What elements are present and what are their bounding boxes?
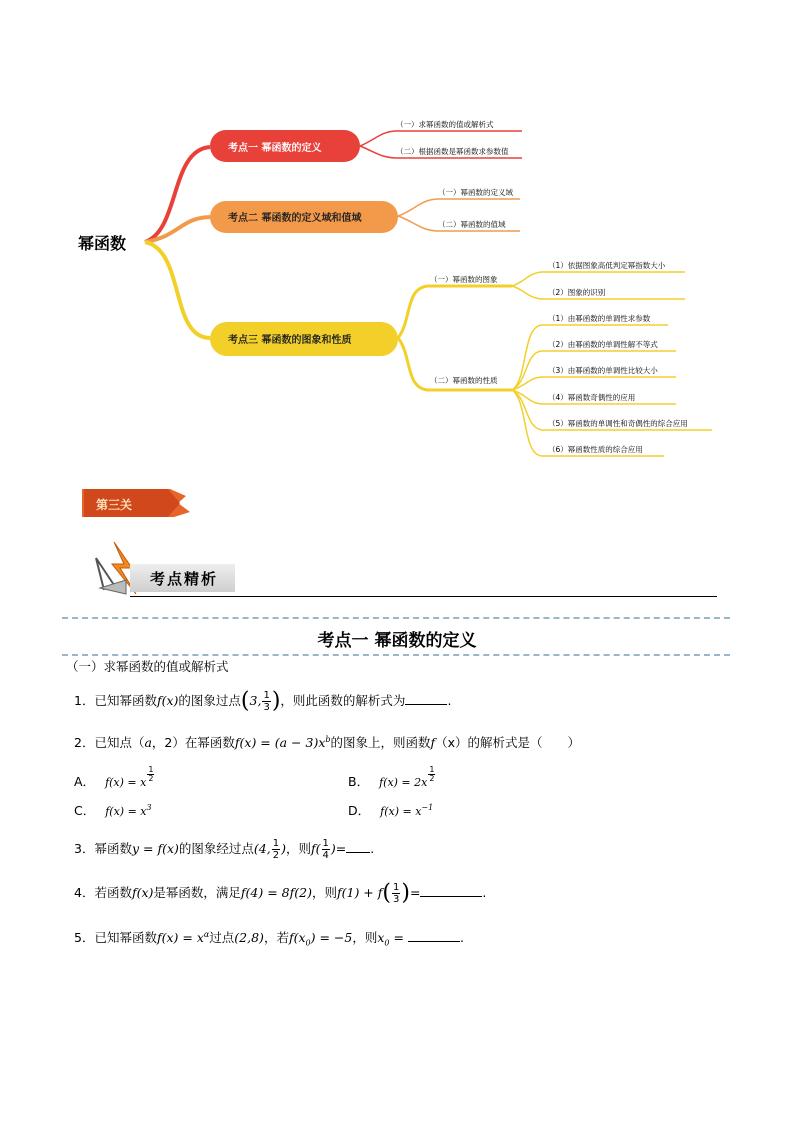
mind-map xyxy=(0,0,794,480)
option-b[interactable]: B． f(x) = 2x $\frac{1}{2}$ xyxy=(348,765,435,790)
branch-line-2 xyxy=(145,217,210,242)
subsection-heading: （一）求幂函数的值或解析式 xyxy=(66,659,229,674)
branch3-child-2: （二）幂函数的性质 xyxy=(430,376,498,385)
option-c[interactable]: C． $f(x) = x^3$ xyxy=(74,802,152,818)
branch2-child-2: （二）幂函数的值域 xyxy=(438,220,506,229)
question-5: 5．已知幂函数$f(x) = x^\alpha$过点(2,8)，若$f(x_0) = -5$，则$x_0$ = . xyxy=(74,930,464,948)
dashed-divider-top xyxy=(62,617,730,619)
section-title: 考点一 幂函数的定义 xyxy=(317,631,477,651)
property-sub-6: （6）幂函数性质的综合应用 xyxy=(548,445,643,454)
question-1: 1．已知幂函数f(x)的图象过点(3, $\frac{1}{3}$ )，则此函数的解析式为 . xyxy=(74,688,452,714)
option-d[interactable]: D． $f(x) = x^{-1}$ xyxy=(348,802,434,818)
property-sub-3: （3）由幂函数的单调性比较大小 xyxy=(548,366,658,375)
dashed-divider-bottom xyxy=(62,654,730,656)
branch-label-1: 考点一 幂函数的定义 xyxy=(228,143,322,154)
branch-line-3 xyxy=(145,242,210,338)
branch1-child-2: （二）根据函数是幂函数求参数值 xyxy=(396,147,509,156)
mindmap-root: 幂函数 xyxy=(78,234,127,253)
graph-sub-2: （2）图象的识别 xyxy=(548,288,606,297)
property-sub-2: （2）由幂函数的单调性解不等式 xyxy=(548,340,658,349)
answer-blank-3[interactable] xyxy=(346,852,370,853)
property-sub-1: （1）由幂函数的单调性求参数 xyxy=(548,314,651,323)
answer-blank-4[interactable] xyxy=(420,896,482,897)
question-4: 4．若函数f(x)是幂函数，满足f(4) = 8f(2)，则f(1) + f( $\frac{1}{3}$ )= . xyxy=(74,880,487,906)
branch3-child-1: （一）幂函数的图象 xyxy=(430,275,498,284)
branch2-child-1: （一）幂函数的定义域 xyxy=(438,188,513,197)
section-banner-rule xyxy=(130,596,717,597)
stage-label: 第三关 xyxy=(96,498,133,512)
property-sub-5: （5）幂函数的单调性和奇偶性的综合应用 xyxy=(548,419,688,428)
graph-sub-1: （1）依据图象高低判定幂指数大小 xyxy=(548,261,666,270)
branch-label-3: 考点三 幂函数的图象和性质 xyxy=(228,335,352,346)
answer-blank-1[interactable] xyxy=(405,704,447,705)
answer-blank-5[interactable] xyxy=(408,941,460,942)
property-sub-4: （4）幂函数奇偶性的应用 xyxy=(548,393,636,402)
question-3: 3．幂函数y = f(x)的图象经过点(4, $\frac{1}{2}$ )，则f( $\frac{1}{4}$ )= . xyxy=(74,838,375,861)
stage-banner xyxy=(82,486,194,520)
section-banner xyxy=(92,538,717,600)
section-banner-label: 考点精析 xyxy=(150,570,219,588)
option-a[interactable]: A． f(x) = x $\frac{1}{2}$ xyxy=(74,765,154,790)
branch1-child-1: （一）求幂函数的值或解析式 xyxy=(396,120,494,129)
branch-label-2: 考点二 幂函数的定义域和值域 xyxy=(228,213,362,224)
question-2: 2．已知点（a，2）在幂函数$f(x) = (a - 3)x^b$的图象上，则函数f（x）的解析式是（ ） xyxy=(74,735,581,751)
